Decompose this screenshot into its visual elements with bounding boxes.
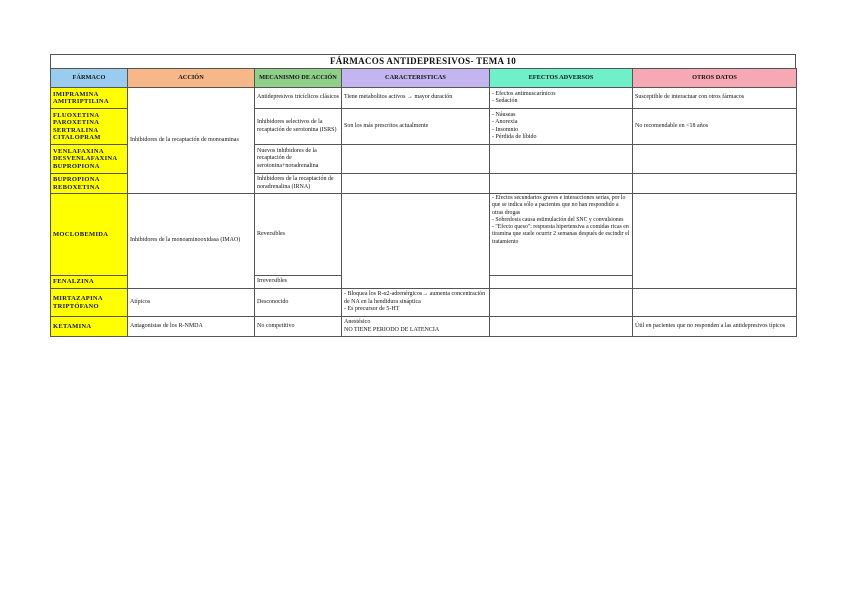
mecanismo-fluoxetina: Inhibidores selectivos de la recaptación de serotonina (ISRS): [255, 109, 342, 145]
otros-bupropiona: [633, 174, 797, 194]
drug-venlafaxina: VENLAFAXINA DESVENLAFAXINA BUPROPIONA: [51, 145, 128, 174]
efectos-fenalzina: [490, 276, 633, 289]
efectos-mirtazapina: [490, 289, 633, 317]
efectos-ketamina: [490, 317, 633, 337]
drug-moclobemida: MOCLOBEMIDA: [51, 194, 128, 276]
drug-mirtazapina: MIRTAZAPINA TRIPTÓFANO: [51, 289, 128, 317]
drug-table-sheet: [50, 54, 796, 337]
accion-inhibidores-recaptacion: Inhibidores de la recaptación de monoaminas: [128, 88, 255, 194]
caracteristicas-ketamina: Anestésico NO TIENE PERIODO DE LATENCIA: [342, 317, 490, 337]
table-row-imipramina: [51, 88, 797, 109]
efectos-fluoxetina: - Náuseas - Anorexia - Insomnio - Pérdida de líbido: [490, 109, 633, 145]
table-row-ketamina: [51, 317, 797, 337]
drug-ketamina: KETAMINA: [51, 317, 128, 337]
drug-bupropiona: BUPROPIONA REBOXETINA: [51, 174, 128, 194]
antidepressants-table: [50, 68, 797, 337]
mecanismo-ketamina: No competitivo: [255, 317, 342, 337]
drug-imipramina: IMIPRAMINA AMITRIPTILINA: [51, 88, 128, 109]
accion-ketamina: Antagonistas de los R-NMDA: [128, 317, 255, 337]
drug-fluoxetina: FLUOXETINA PAROXETINA SERTRALINA CITALOPRAM: [51, 109, 128, 145]
otros-ketamina: Útil en pacientes que no responden a las antidepresivos típicos: [633, 317, 797, 337]
header-efectos: EFECTOS ADVERSOS: [490, 69, 633, 88]
header-mecanismo: MECANISMO DE ACCIÓN: [255, 69, 342, 88]
accion-mirtazapina: Atípicos: [128, 289, 255, 317]
mecanismo-moclobemida: Reversibles: [255, 194, 342, 276]
otros-moclobemida: [633, 194, 797, 289]
otros-fluoxetina: No recomendable en <18 años: [633, 109, 797, 145]
header-caracteristicas: CARACTERISTICAS: [342, 69, 490, 88]
efectos-bupropiona: [490, 174, 633, 194]
caracteristicas-imipramina: Tiene metabolitos activos → mayor duración: [342, 88, 490, 109]
otros-venlafaxina: [633, 145, 797, 174]
table-row-mirtazapina: [51, 289, 797, 317]
table-row-moclobemida: [51, 194, 797, 276]
drug-fenalzina: FENALZINA: [51, 276, 128, 289]
caracteristicas-fluoxetina: Son los más prescritos actualmente: [342, 109, 490, 145]
otros-mirtazapina: [633, 289, 797, 317]
efectos-venlafaxina: [490, 145, 633, 174]
mecanismo-bupropiona: Inhibidores de la recaptación de noradrenalina (IRNA): [255, 174, 342, 194]
efectos-moclobemida: - Efectos secundarios graves e interacciones serias, por lo que se indica sólo a pacientes que no han respondido a otras drogas - Sobredosis causa estimulación del SNC y convulsiones - "Efecto queso": respuesta hipertensiva a comidas ricas en tiramina que suele ocurrir 2 semanas después de escindir el tratamiento: [490, 194, 633, 276]
header-accion: ACCIÓN: [128, 69, 255, 88]
otros-imipramina: Susceptible de interactuar con otros fármacos: [633, 88, 797, 109]
header-farmaco: FÁRMACO: [51, 69, 128, 88]
caracteristicas-venlafaxina: [342, 145, 490, 174]
accion-imao: Inhibidores de la monoaminooxidasa (IMAO): [128, 194, 255, 289]
efectos-imipramina: - Efectos antimuscarínicos - Sedación: [490, 88, 633, 109]
caracteristicas-moclobemida: [342, 194, 490, 289]
mecanismo-imipramina: Antidepresivos tricíclicos clásicos: [255, 88, 342, 109]
table-title: FÁRMACOS ANTIDEPRESIVOS- TEMA 10: [50, 54, 796, 68]
mecanismo-mirtazapina: Desconocido: [255, 289, 342, 317]
mecanismo-fenalzina: Irreversibles: [255, 276, 342, 289]
mecanismo-venlafaxina: Nuevos inhibidores de la recaptación de serotonina+noradrenalina: [255, 145, 342, 174]
header-otros: OTROS DATOS: [633, 69, 797, 88]
header-row: [51, 69, 797, 88]
caracteristicas-bupropiona: [342, 174, 490, 194]
caracteristicas-mirtazapina: - Bloquea los R-α2-adrenérgicos→ aumenta concentración de NA en la hendidura sináptica - Es precursor de 5-HT: [342, 289, 490, 317]
